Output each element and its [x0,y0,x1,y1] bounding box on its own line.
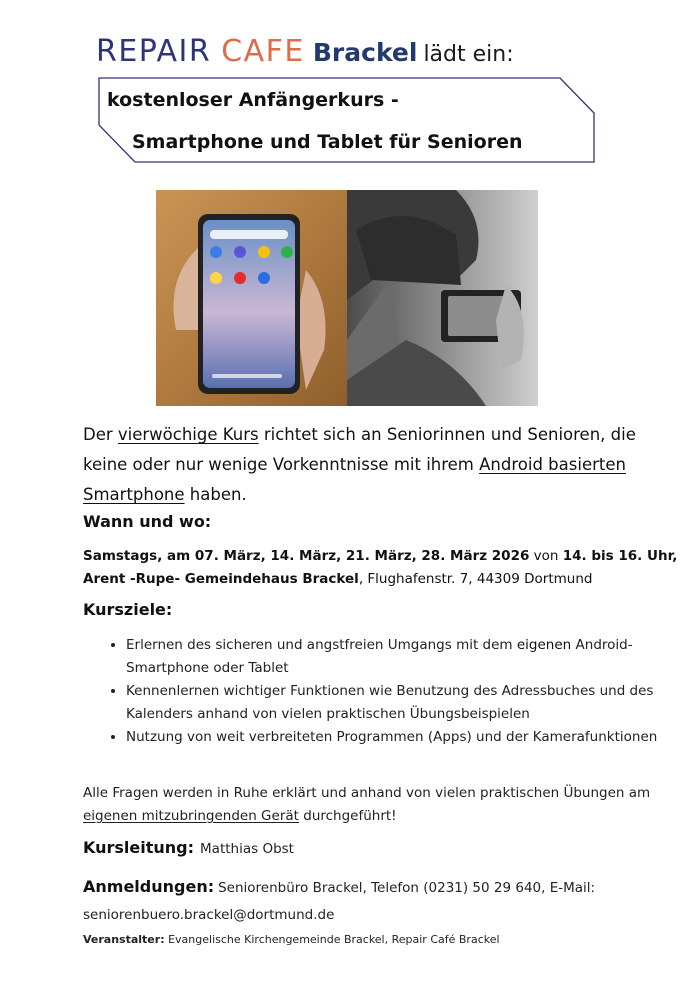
title-box [98,77,596,163]
venue-address: , Flughafenstr. 7, 44309 Dortmund [358,571,593,587]
closing-underline-device: eigenen mitzubringenden Gerät [83,808,299,824]
intro-text-2: richtet sich an Seniorinnen und Senioren, die keine oder nur wenige Vorkenntnisse mit ihrem [83,425,636,474]
goals-list [106,634,686,749]
title-line-2: Smartphone und Tablet für Senioren [132,131,523,153]
goal-1-emphasis: eigenen [516,637,572,653]
senior-photo [347,190,538,406]
course-lead-label: Kursleitung: [83,838,195,857]
von-text: von [529,548,563,564]
intro-text-3: haben. [184,485,247,504]
photo-strip [156,190,538,406]
course-lead [83,838,294,857]
venue-name: Arent -Rupe- Gemeindehaus Brackel [83,571,359,587]
logo-repair: REPAIR [96,34,212,69]
organizer-names: Evangelische Kirchengemeinde Brackel, Repair Café Brackel [164,933,500,946]
header-brackel: Brackel [312,38,418,67]
registration-label: Anmeldungen: [83,877,215,896]
closing-text-2: durchgeführt! [298,808,397,824]
organizer [83,933,500,946]
smartphone-photo [156,190,347,406]
organizer-label: Veranstalter: [83,933,165,946]
goals-heading: Kursziele: [83,600,173,619]
closing-text-1: Alle Fragen werden in Ruhe erklärt und anhand von vielen praktischen Übungen am [83,785,651,801]
header [96,34,514,69]
logo-cafe: CAFE [221,34,305,69]
goal-1-text-c: Android- Smartphone oder Tablet [126,637,633,676]
intro-underline-android: Android basierten Smartphone [83,455,626,504]
course-dates: Samstags, am 07. März, 14. März, 21. März, 28. März 2026 [83,548,530,564]
intro-text-1: Der [83,425,118,444]
when-where-heading: Wann und wo: [83,512,212,531]
goal-1-text-a: Erlernen des sicheren und angstfreien Umgangs mit dem [126,637,517,653]
header-invite: lädt ein: [423,42,514,67]
course-lead-name: Matthias Obst [200,841,294,857]
goal-item-1 [126,634,686,680]
title-line-1: kostenloser Anfängerkurs - [107,89,399,111]
intro-paragraph [83,420,678,510]
registration-details: Seniorenbüro Brackel, Telefon (0231) 50 29 640, E-Mail: seniorenbuero.brackel@dortmund.de [83,880,596,923]
closing-paragraph [83,782,673,828]
registration [83,874,683,928]
intro-underline-course: vierwöchige Kurs [117,425,259,444]
course-time: 14. bis 16. Uhr, [562,548,678,564]
goal-item-3: • Nutzung von weit verbreiteten Programmen (Apps) und der Kamerafunktionen [126,726,686,749]
when-where-details [83,545,683,591]
goal-item-2: • Kennenlernen wichtiger Funktionen wie Benutzung des Adressbuches und des Kalenders anhand von vielen praktischen Übungsbeispielen [126,680,686,726]
